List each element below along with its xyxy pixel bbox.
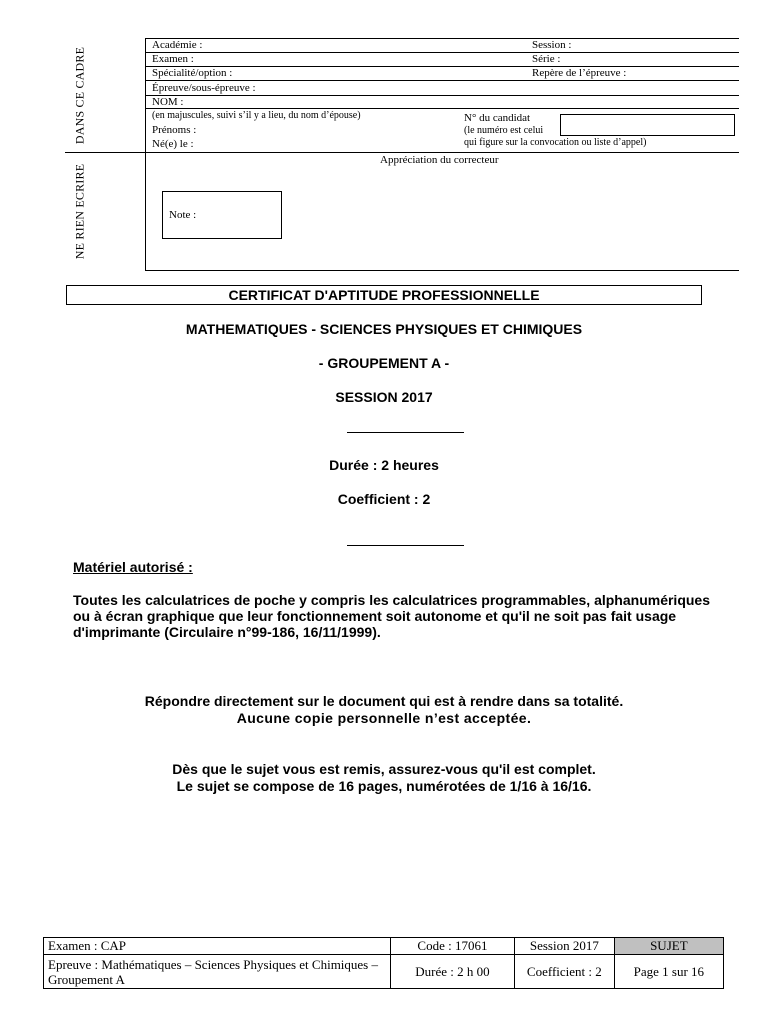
candidat-note: (le numéro est celui [464, 125, 544, 136]
specialite-label: Spécialité/option : [152, 67, 233, 79]
row-divider [145, 108, 739, 109]
certificat-title: CERTIFICAT D'APTITUDE PROFESSIONNELLE [228, 287, 540, 303]
examen-label: Examen : [152, 53, 194, 65]
note-label: Note : [169, 209, 197, 221]
instruction-line: Répondre directement sur le document qui est à rendre dans sa totalité. [144, 693, 624, 709]
nee-le-label: Né(e) le : [152, 138, 194, 150]
session-label: Session : [532, 39, 572, 51]
separator-line [347, 545, 464, 546]
epreuve-label: Épreuve/sous-épreuve : [152, 82, 256, 94]
repere-label: Repère de l’épreuve : [532, 67, 627, 79]
separator-line [347, 432, 464, 433]
section-divider [65, 152, 739, 153]
certificat-box [66, 285, 702, 305]
duree-text: Durée : 2 heures [329, 457, 439, 473]
frame-top-border [145, 38, 739, 39]
materiel-title: Matériel autorisé : [73, 559, 193, 575]
materiel-text: Toutes les calculatrices de poche y compris les calculatrices programmables, alphanumériques ou à écran graphique que leur fonctionnement soit autonome et qu'il ne soit pas fait usage d'imprimante (Circulaire n°99-186, 16/11/1999). [73, 592, 710, 640]
instruction-line: Dès que le sujet vous est remis, assurez-vous qu'il est complet. [172, 761, 596, 777]
margin-dans-ce-cadre: DANS CE CADRE [72, 46, 87, 145]
footer-table [43, 937, 724, 989]
frame-bottom-border [145, 270, 739, 271]
candidat-number-label: N° du candidat [464, 112, 531, 124]
margin-ne-rien-ecrire: NE RIEN ECRIRE [72, 163, 87, 260]
candidat-number-box[interactable] [560, 114, 735, 136]
nom-note: (en majuscules, suivi s’il y a lieu, du nom d’épouse) [152, 110, 361, 121]
instruction-line: Le sujet se compose de 16 pages, numérotées de 1/16 à 16/16. [176, 778, 592, 794]
session-title: SESSION 2017 [335, 389, 433, 405]
row-divider [145, 52, 739, 53]
row-divider [145, 80, 739, 81]
groupement-title: - GROUPEMENT A - [318, 355, 450, 371]
row-divider [145, 95, 739, 96]
academie-label: Académie : [152, 39, 203, 51]
footer-sujet-badge: SUJET [614, 938, 723, 955]
appreciation-label: Appréciation du correcteur [380, 154, 499, 166]
footer-code: Code : 17061 [390, 938, 514, 955]
row-divider [145, 66, 739, 67]
frame-left-border [145, 38, 146, 270]
footer-epreuve: Epreuve : Mathématiques – Sciences Physiques et Chimiques – Groupement A [44, 955, 391, 989]
candidat-note: qui figure sur la convocation ou liste d’appel) [464, 137, 647, 148]
footer-examen: Examen : CAP [44, 938, 391, 955]
nom-label: NOM : [152, 96, 184, 108]
footer-duree: Durée : 2 h 00 [390, 955, 514, 989]
subject-title: MATHEMATIQUES - SCIENCES PHYSIQUES ET CHIMIQUES [185, 321, 583, 337]
note-box[interactable] [162, 191, 282, 239]
serie-label: Série : [532, 53, 561, 65]
instruction-line: Aucune copie personnelle n’est acceptée. [236, 710, 532, 726]
footer-coefficient: Coefficient : 2 [515, 955, 615, 989]
footer-page: Page 1 sur 16 [614, 955, 723, 989]
footer-session: Session 2017 [515, 938, 615, 955]
prenoms-label: Prénoms : [152, 124, 197, 136]
coefficient-text: Coefficient : 2 [337, 491, 431, 507]
